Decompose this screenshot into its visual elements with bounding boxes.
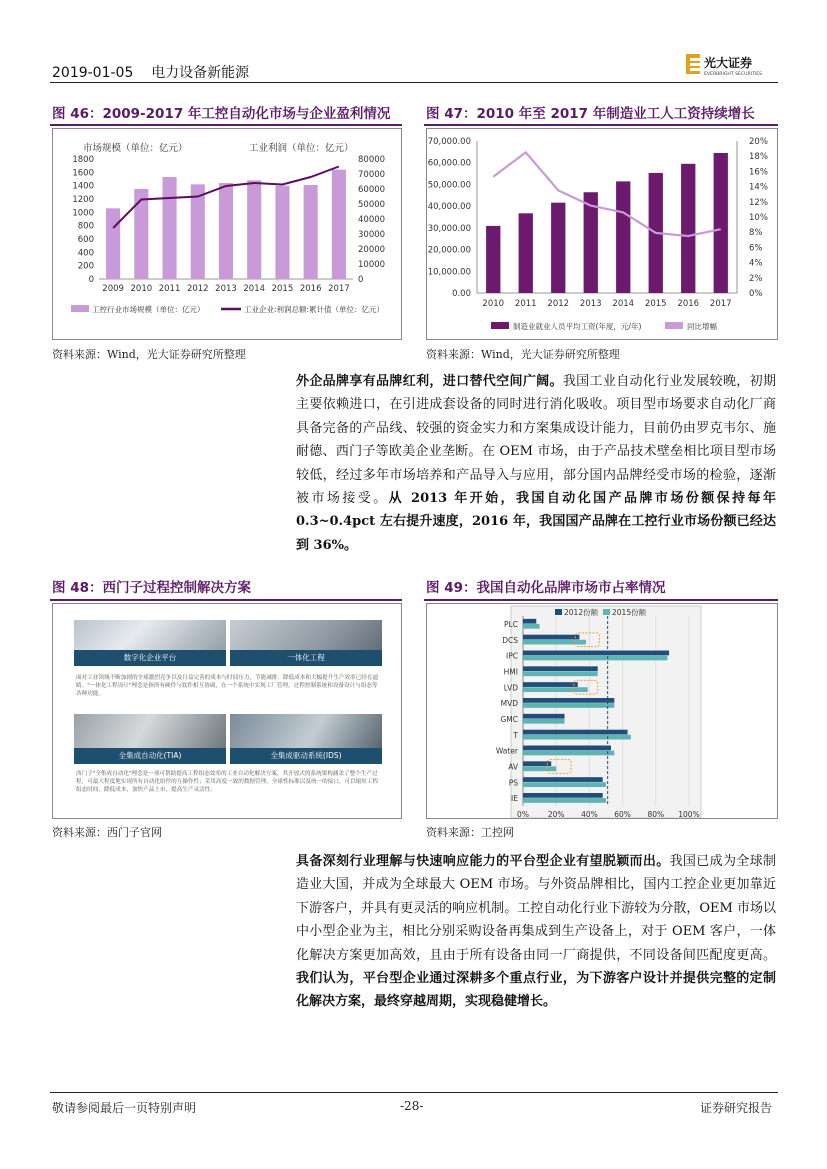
fig46-x-tick: 2009 bbox=[102, 284, 124, 294]
logo-subtext: EVERBRIGHT SECURITIES bbox=[704, 72, 763, 77]
fig49-category-label: DCS bbox=[502, 635, 518, 645]
fig47-bar bbox=[486, 226, 500, 293]
fig46-x-tick: 2011 bbox=[158, 284, 181, 294]
fig47-x-tick: 2010 bbox=[482, 299, 505, 309]
fig49-bar-2015 bbox=[523, 782, 606, 787]
fig49-bar-2012 bbox=[523, 651, 669, 656]
fig46-left-tick: 400 bbox=[77, 248, 94, 259]
paragraph-import-substitution bbox=[296, 370, 776, 557]
fig46-bar bbox=[247, 180, 261, 279]
banner-digital-enterprise: 数字化企业平台 bbox=[74, 650, 226, 666]
fig49-bar-2012 bbox=[523, 793, 603, 798]
fig46-left-tick: 0 bbox=[88, 275, 94, 285]
fig47-left-tick: 20,000.00 bbox=[427, 245, 471, 256]
fig46-x-tick: 2013 bbox=[215, 284, 237, 294]
fig46-x-tick: 2015 bbox=[271, 284, 294, 294]
fig49-rule bbox=[424, 599, 778, 601]
fig47-right-tick: 2% bbox=[749, 273, 763, 284]
fig48-title: 图 48：西门子过程控制解决方案 bbox=[52, 580, 251, 596]
fig47-bar bbox=[714, 153, 728, 293]
fig47-chart bbox=[427, 129, 777, 339]
fig49-x-tick: 0% bbox=[517, 810, 529, 818]
fig49-bar-2015 bbox=[523, 751, 614, 756]
fig47-right-tick: 4% bbox=[749, 258, 763, 269]
paragraph2-lead: 具备深刻行业理解与快速响应能力的平台型企业有望脱颖而出。 bbox=[296, 854, 670, 869]
fig46-chart bbox=[53, 129, 401, 339]
fig49-bar-2012 bbox=[523, 666, 598, 671]
fig47-right-tick: 6% bbox=[749, 243, 763, 254]
fig46-x-tick: 2012 bbox=[186, 284, 209, 294]
fig46-right-tick: 0 bbox=[358, 275, 364, 285]
fig46-bar bbox=[163, 177, 177, 279]
paragraph2-body: 我国已成为全球制造业大国，并成为全球最大 OEM 市场。与外资品牌相比，国内工控企业更加靠近下游客户，并具有更灵活的响应机制。工控自动化行业下游较为分散，OEM 市场以中小型企业为主，相比分别采购设备再集成到生产设备上，对于 OEM 客户，一体化解决方案更加高效，且由于所有设备由同一厂商提供，不同设备间匹配度更高。 bbox=[296, 854, 776, 963]
fig49-category-label: MVD bbox=[500, 699, 518, 709]
fig46-left-tick: 1800 bbox=[72, 155, 94, 165]
fig49-category-label: IE bbox=[511, 794, 518, 804]
fig49-category-label: AV bbox=[508, 762, 518, 772]
fig46-right-tick: 40000 bbox=[358, 215, 386, 225]
fig49-bar-2015 bbox=[523, 719, 565, 724]
fig47-right-tick: 8% bbox=[749, 228, 763, 239]
fig47-right-tick: 16% bbox=[749, 167, 768, 178]
fig47-x-tick: 2016 bbox=[677, 299, 700, 309]
fig49-bar-2012 bbox=[523, 698, 614, 703]
fig46-source: 资料来源：Wind，光大证券研究所整理 bbox=[52, 348, 246, 361]
tia-photo bbox=[74, 714, 226, 750]
paragraph-platform-enterprises bbox=[296, 850, 776, 1014]
siemens-text-2: 西门子"全集成自动化"理念是一项可帮助提高工程组态效率的工业自动化解决方案，其开放式的系统架构涵盖了整个生产过程，可最大程度地实现所有自动化组件的互操作性；采用高度一致的数据管理、全球性标准以及统一的接口，可以缩短工程组态时间，降低成本，加快产品上市，提高生产灵活性。 bbox=[76, 771, 379, 793]
fig47-x-tick: 2017 bbox=[709, 299, 732, 309]
fig49-category-label: PLC bbox=[504, 619, 518, 629]
fig47-x-tick: 2015 bbox=[644, 299, 667, 309]
fig46-x-tick: 2017 bbox=[328, 284, 350, 294]
fig49-bar-2012 bbox=[523, 714, 565, 719]
fig46-legend-bar-label: 工控行业市场规模（单位：亿元） bbox=[92, 305, 205, 314]
fig47-right-tick: 12% bbox=[749, 197, 768, 208]
fig47-legend-swatch-bar bbox=[491, 322, 509, 329]
fig47-left-tick: 60,000.00 bbox=[427, 158, 471, 169]
fig49-title: 图 49：我国自动化品牌市场市占率情况 bbox=[426, 580, 666, 596]
fig46-rule bbox=[50, 124, 402, 126]
paragraph2-tail: 我们认为，平台型企业通过深耕多个重点行业，为下游客户设计并提供完整的定制化解决方案，最终穿越周期，实现稳健增长。 bbox=[296, 971, 776, 1010]
fig49-legend-2015: 2015份额 bbox=[612, 608, 647, 617]
fig46-left-tick: 600 bbox=[77, 235, 94, 245]
fig46-right-tick: 80000 bbox=[358, 155, 386, 165]
fig49-category-label: Water bbox=[495, 746, 518, 756]
fig48-source: 资料来源：西门子官网 bbox=[52, 826, 162, 839]
fig49-bar-2015 bbox=[523, 640, 586, 645]
fig46-right-axis-label: 工业利润（单位：亿元） bbox=[249, 143, 354, 154]
fig47-legend-line-label: 同比增幅 bbox=[687, 322, 717, 331]
fig46-bar bbox=[106, 208, 120, 279]
fig47-left-tick: 50,000.00 bbox=[427, 180, 471, 191]
fig49-bar-2015 bbox=[523, 798, 606, 803]
fig46-x-tick: 2016 bbox=[299, 284, 322, 294]
fig49-bar-2015 bbox=[523, 624, 540, 629]
fig47-left-tick: 70,000.00 bbox=[427, 137, 471, 147]
fig46-right-tick: 20000 bbox=[358, 245, 386, 255]
fig49-bar-2015 bbox=[523, 703, 614, 708]
fig49-x-tick: 100% bbox=[678, 810, 700, 818]
fig46-bar bbox=[275, 186, 289, 279]
fig46-chart-frame bbox=[52, 128, 402, 340]
fig49-bar-2015 bbox=[523, 766, 556, 771]
fig47-left-tick: 30,000.00 bbox=[427, 223, 471, 234]
banner-integrated-engineering: 一体化工程 bbox=[230, 650, 382, 666]
fig49-bar-2015 bbox=[523, 656, 667, 661]
fig46-bar bbox=[219, 183, 233, 279]
fig47-legend-bar-label: 制造业就业人员平均工资(年度，元/年) bbox=[513, 322, 642, 331]
everbright-logo bbox=[686, 52, 778, 78]
fig46-x-tick: 2014 bbox=[243, 284, 266, 294]
fig49-x-tick: 40% bbox=[581, 810, 598, 818]
fig46-right-tick: 50000 bbox=[358, 200, 386, 210]
fig46-left-tick: 200 bbox=[77, 261, 94, 272]
fig49-bar-2012 bbox=[523, 746, 611, 751]
footer-report-type: 证券研究报告 bbox=[700, 1101, 773, 1115]
fig46-legend-swatch-bar bbox=[71, 305, 89, 312]
fig46-bar bbox=[191, 184, 205, 279]
header-rule bbox=[50, 82, 778, 83]
fig46-title: 图 46：2009-2017 年工控自动化市场与企业盈利情况 bbox=[52, 106, 391, 122]
logo-text: 光大证券 bbox=[704, 56, 753, 70]
fig49-category-label: PS bbox=[508, 778, 518, 788]
header-date: 2019-01-05 bbox=[52, 65, 134, 81]
header-section: 电力设备新能源 bbox=[151, 65, 250, 81]
paragraph1-body: 我国工业自动化行业发展较晚，初期主要依赖进口，在引进成套设备的同时进行消化吸收。项目型市场要求自动化厂商具备完备的产品线、较强的资金实力和方案集成设计能力，目前仍由罗克韦尔、施耐德、西门子等欧美企业垄断。在 OEM 市场，由于产品技术壁垒相比项目型市场较低，经过多年市场培养和产品导入与应用，部分国内品牌经受市场的检验，逐渐被市场接受。 bbox=[296, 374, 776, 507]
fig47-x-tick: 2012 bbox=[547, 299, 570, 309]
fig49-category-label: IPC bbox=[506, 651, 518, 661]
fig47-rule bbox=[424, 124, 778, 126]
fig49-bar-2012 bbox=[523, 682, 578, 687]
fig49-chart-frame bbox=[426, 603, 778, 819]
fig49-chart bbox=[427, 604, 777, 818]
fig47-legend-swatch-line bbox=[665, 322, 683, 329]
fig47-x-tick: 2011 bbox=[514, 299, 537, 309]
fig47-bar bbox=[551, 203, 565, 293]
fig47-x-tick: 2014 bbox=[612, 299, 635, 309]
fig49-legend-swatch-2015 bbox=[603, 609, 610, 615]
fig49-category-label: LVD bbox=[503, 683, 518, 693]
fig47-bar bbox=[681, 164, 695, 293]
fig49-bar-2015 bbox=[523, 735, 631, 740]
fig49-legend-2012: 2012份额 bbox=[564, 608, 599, 617]
fig47-x-tick: 2013 bbox=[579, 299, 602, 309]
fig49-x-tick: 80% bbox=[647, 810, 665, 818]
fig49-x-tick: 20% bbox=[547, 810, 565, 818]
fig49-bar-2015 bbox=[523, 687, 588, 692]
siemens-text-1: 面对工业领域不断加剧的全球激烈竞争以及日益完善的成本与时间压力，节能减排、降低成本和大幅提升生产效率已经在逼睛。"一体化工程设计"理念是指所有硬件与软件相互协调，在一个系统中实现工厂管理，过程控制系统和设备设计与组态等各种功能。 bbox=[76, 675, 379, 697]
fig47-left-tick: 40,000.00 bbox=[427, 202, 471, 213]
fig46-right-tick: 70000 bbox=[358, 170, 386, 180]
fig49-category-label: T bbox=[513, 730, 518, 740]
fig49-category-label: GMC bbox=[500, 714, 518, 724]
ids-photo bbox=[230, 714, 382, 750]
fig47-source: 资料来源：Wind，光大证券研究所整理 bbox=[426, 348, 620, 361]
fig48-rule bbox=[50, 599, 402, 601]
fig47-left-tick: 10,000.00 bbox=[427, 267, 471, 278]
fig47-bar bbox=[616, 181, 630, 293]
fig47-bar bbox=[519, 213, 533, 293]
fig47-chart-frame bbox=[426, 128, 778, 340]
paragraph1-lead: 外企品牌享有品牌红利，进口替代空间广阔。 bbox=[296, 374, 563, 389]
banner-ids: 全集成驱动系统(IDS) bbox=[230, 748, 382, 764]
paragraph1-tail: 从 2013 年开始，我国自动化国产品牌市场份额保持每年 0.3~0.4pct 左右提升速度，2016 年，我国国产品牌在工控行业市场份额已经达到 36%。 bbox=[296, 491, 776, 553]
footer-rule bbox=[50, 1092, 778, 1093]
fig46-legend-line-label: 工业企业:利润总额:累计值（单位：亿元） bbox=[244, 305, 385, 314]
fig49-bar-2012 bbox=[523, 619, 536, 624]
fig47-left-tick: 0.00 bbox=[452, 289, 471, 299]
fig49-bar-2012 bbox=[523, 730, 628, 735]
fig49-category-label: HMI bbox=[503, 667, 518, 677]
fig47-right-tick: 10% bbox=[749, 213, 768, 223]
logo-mark bbox=[686, 52, 778, 78]
fig47-right-tick: 20% bbox=[749, 137, 768, 147]
fig47-title: 图 47：2010 年至 2017 年制造业工人工资持续增长 bbox=[426, 106, 755, 122]
fig46-x-tick: 2010 bbox=[130, 284, 153, 294]
fig47-right-tick: 18% bbox=[749, 152, 768, 163]
fig46-bar bbox=[332, 170, 346, 279]
banner-tia: 全集成自动化(TIA) bbox=[74, 748, 226, 764]
fig49-bar-2012 bbox=[523, 777, 603, 782]
fig46-left-tick: 1400 bbox=[72, 181, 94, 192]
fig46-right-tick: 10000 bbox=[358, 260, 386, 270]
fig46-bar bbox=[134, 189, 148, 279]
fig46-right-tick: 60000 bbox=[358, 185, 386, 195]
fig49-legend-swatch-2012 bbox=[555, 609, 562, 615]
fig49-x-tick: 60% bbox=[614, 810, 631, 818]
footer-disclaimer: 敬请参阅最后一页特别声明 bbox=[52, 1101, 197, 1115]
fig46-left-tick: 1200 bbox=[72, 195, 94, 205]
fig49-source: 资料来源：工控网 bbox=[426, 826, 514, 839]
footer-page-number: -28- bbox=[400, 1099, 424, 1113]
fig46-bar bbox=[304, 185, 318, 279]
fig46-right-tick: 30000 bbox=[358, 230, 386, 240]
fig47-right-tick: 0% bbox=[749, 289, 763, 299]
fig46-left-tick: 1600 bbox=[72, 168, 94, 179]
siemens-solution-panel bbox=[70, 618, 386, 816]
fig46-left-tick: 1000 bbox=[72, 208, 94, 219]
fig46-left-axis-label: 市场规模（单位：亿元） bbox=[83, 143, 188, 154]
fig46-left-tick: 800 bbox=[77, 221, 94, 232]
header-date-section bbox=[52, 62, 249, 82]
fig49-bar-2012 bbox=[523, 635, 579, 640]
fig47-right-tick: 14% bbox=[749, 182, 768, 193]
fig49-bar-2015 bbox=[523, 671, 598, 676]
